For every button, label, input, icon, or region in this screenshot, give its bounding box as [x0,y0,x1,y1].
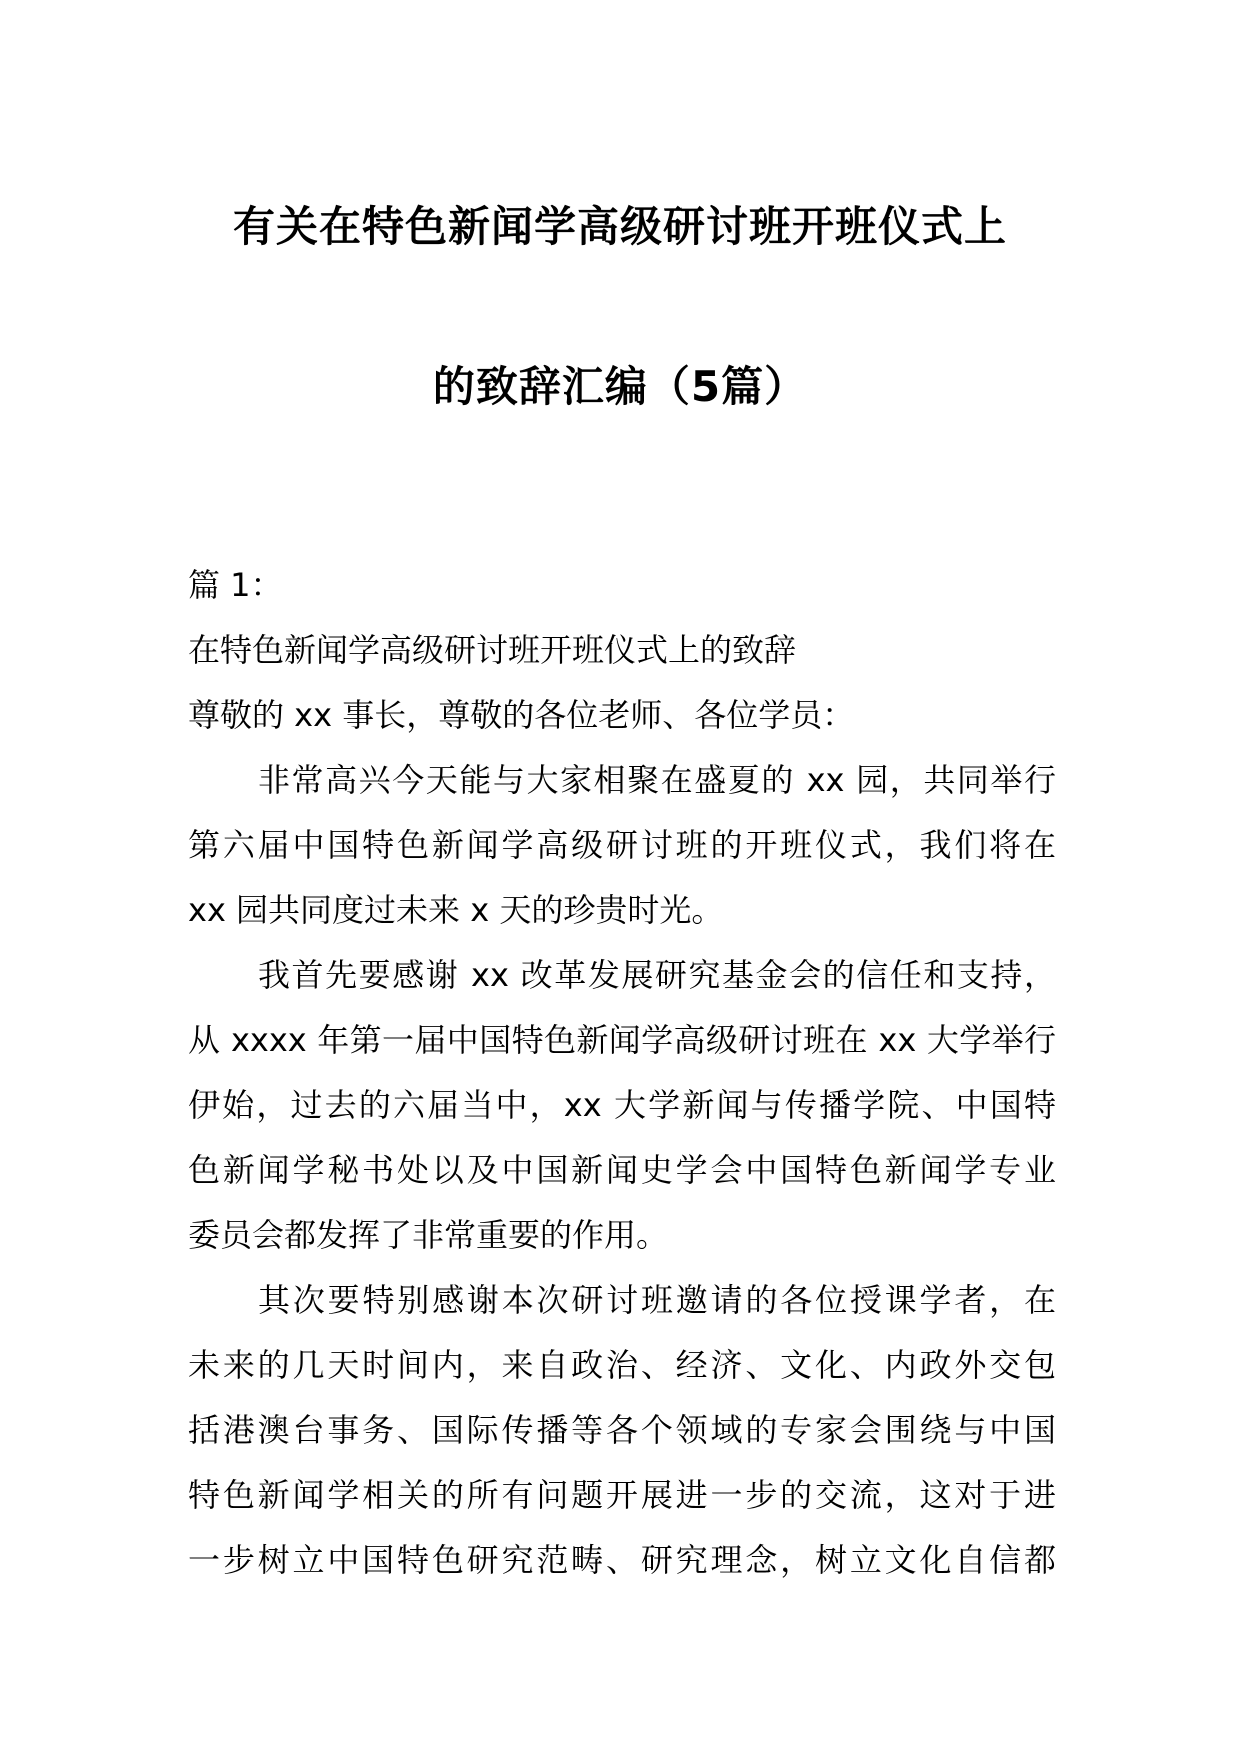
body-text-line: 伊始，过去的六届当中，xx 大学新闻与传播学院、中国特 [188,1086,1056,1124]
body-text-line: 色新闻学秘书处以及中国新闻史学会中国特色新闻学专业 [188,1151,1056,1189]
body-text-line: 特色新闻学相关的所有问题开展进一步的交流，这对于进 [188,1476,1056,1514]
body-text-line: 我首先要感谢 xx 改革发展研究基金会的信任和支持， [258,956,1056,994]
body-text-line: xx 园共同度过未来 x 天的珍贵时光。 [188,891,724,929]
section-label: 篇 1： [188,566,283,604]
body-text-line: 第六届中国特色新闻学高级研讨班的开班仪式，我们将在 [188,826,1056,864]
body-text-line: 非常高兴今天能与大家相聚在盛夏的 xx 园，共同举行 [258,761,1056,799]
body-text-line: 未来的几天时间内，来自政治、经济、文化、内政外交包 [188,1346,1056,1384]
body-text-line: 括港澳台事务、国际传播等各个领域的专家会围绕与中国 [188,1411,1056,1449]
body-text-line: 委员会都发挥了非常重要的作用。 [188,1216,669,1254]
body-text-line: 一步树立中国特色研究范畴、研究理念，树立文化自信都 [188,1541,1056,1579]
document-title-line-2: 的致辞汇编（5篇） [432,362,808,411]
body-text-line: 从 xxxx 年第一届中国特色新闻学高级研讨班在 xx 大学举行 [188,1021,1056,1059]
document-body [188,553,1056,1593]
document-title-line-1: 有关在特色新闻学高级研讨班开班仪式上 [232,202,1007,251]
body-text-line: 其次要特别感谢本次研讨班邀请的各位授课学者，在 [258,1281,1056,1319]
speech-paragraphs [188,748,1056,1593]
salutation: 尊敬的 xx 事长，尊敬的各位老师、各位学员： [188,696,855,734]
speech-title: 在特色新闻学高级研讨班开班仪式上的致辞 [188,631,797,669]
